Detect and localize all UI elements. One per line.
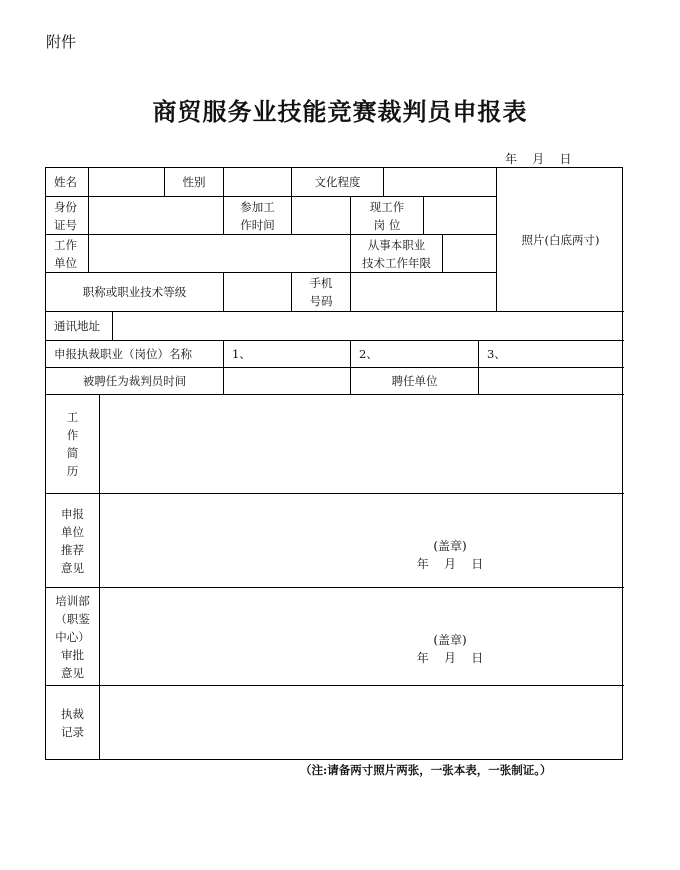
approval-field[interactable]: [100, 588, 624, 686]
recommendation-label: 申报 单位 推荐 意见: [46, 494, 100, 588]
approval-date: 年 月 日: [416, 651, 484, 665]
judging-record-label: 执裁 记录: [46, 686, 100, 759]
occupation-field-1[interactable]: 1、: [224, 341, 351, 368]
recommendation-seal: (盖章): [433, 539, 467, 553]
education-field[interactable]: [384, 168, 497, 197]
employer-field[interactable]: [89, 235, 351, 273]
work-resume-label: 工 作 简 历: [46, 395, 100, 494]
recommendation-date: 年 月 日: [416, 557, 484, 571]
employer-label: 工作 单位: [46, 235, 89, 273]
appointing-unit-label: 聘任单位: [351, 368, 479, 395]
footnote: （注:请备两寸照片两张，一张本表，一张制证。）: [300, 763, 552, 777]
mobile-label: 手机 号码: [292, 273, 351, 312]
judging-record-field[interactable]: [100, 686, 624, 759]
id-number-field[interactable]: [89, 197, 224, 235]
photo-box[interactable]: [497, 168, 624, 312]
appointed-time-field[interactable]: [224, 368, 351, 395]
address-label: 通讯地址: [46, 312, 113, 341]
date-line: 年 月 日: [505, 152, 572, 166]
years-in-occupation-field[interactable]: [443, 235, 497, 273]
approval-seal: (盖章): [433, 633, 467, 647]
work-resume-field[interactable]: [100, 395, 624, 494]
attachment-label: 附件: [46, 33, 77, 51]
current-post-field[interactable]: [424, 197, 497, 235]
photo-label: 照片(白底两寸): [521, 232, 600, 247]
years-in-occupation-label: 从事本职业 技术工作年限: [351, 235, 443, 273]
approval-label: 培训部 （职鉴 中心） 审批 意见: [46, 588, 100, 686]
gender-label: 性别: [165, 168, 224, 197]
mobile-field[interactable]: [351, 273, 497, 312]
page-title: 商贸服务业技能竞赛裁判员申报表: [152, 97, 528, 126]
appointing-unit-field[interactable]: [479, 368, 624, 395]
address-field[interactable]: [113, 312, 624, 341]
gender-field[interactable]: [224, 168, 292, 197]
occupation-label: 申报执裁职业（岗位）名称: [46, 341, 224, 368]
title-level-field[interactable]: [224, 273, 292, 312]
current-post-label: 现工作 岗 位: [351, 197, 424, 235]
name-label: 姓名: [46, 168, 89, 197]
recommendation-field[interactable]: [100, 494, 624, 588]
occupation-field-3[interactable]: 3、: [479, 341, 624, 368]
work-start-time-field[interactable]: [292, 197, 351, 235]
appointed-time-label: 被聘任为裁判员时间: [46, 368, 224, 395]
education-label: 文化程度: [292, 168, 384, 197]
work-start-time-label: 参加工 作时间: [224, 197, 292, 235]
id-number-label: 身份 证号: [46, 197, 89, 235]
name-field[interactable]: [89, 168, 165, 197]
title-level-label: 职称或职业技术等级: [46, 273, 224, 312]
application-form: [45, 167, 623, 760]
occupation-field-2[interactable]: 2、: [351, 341, 479, 368]
